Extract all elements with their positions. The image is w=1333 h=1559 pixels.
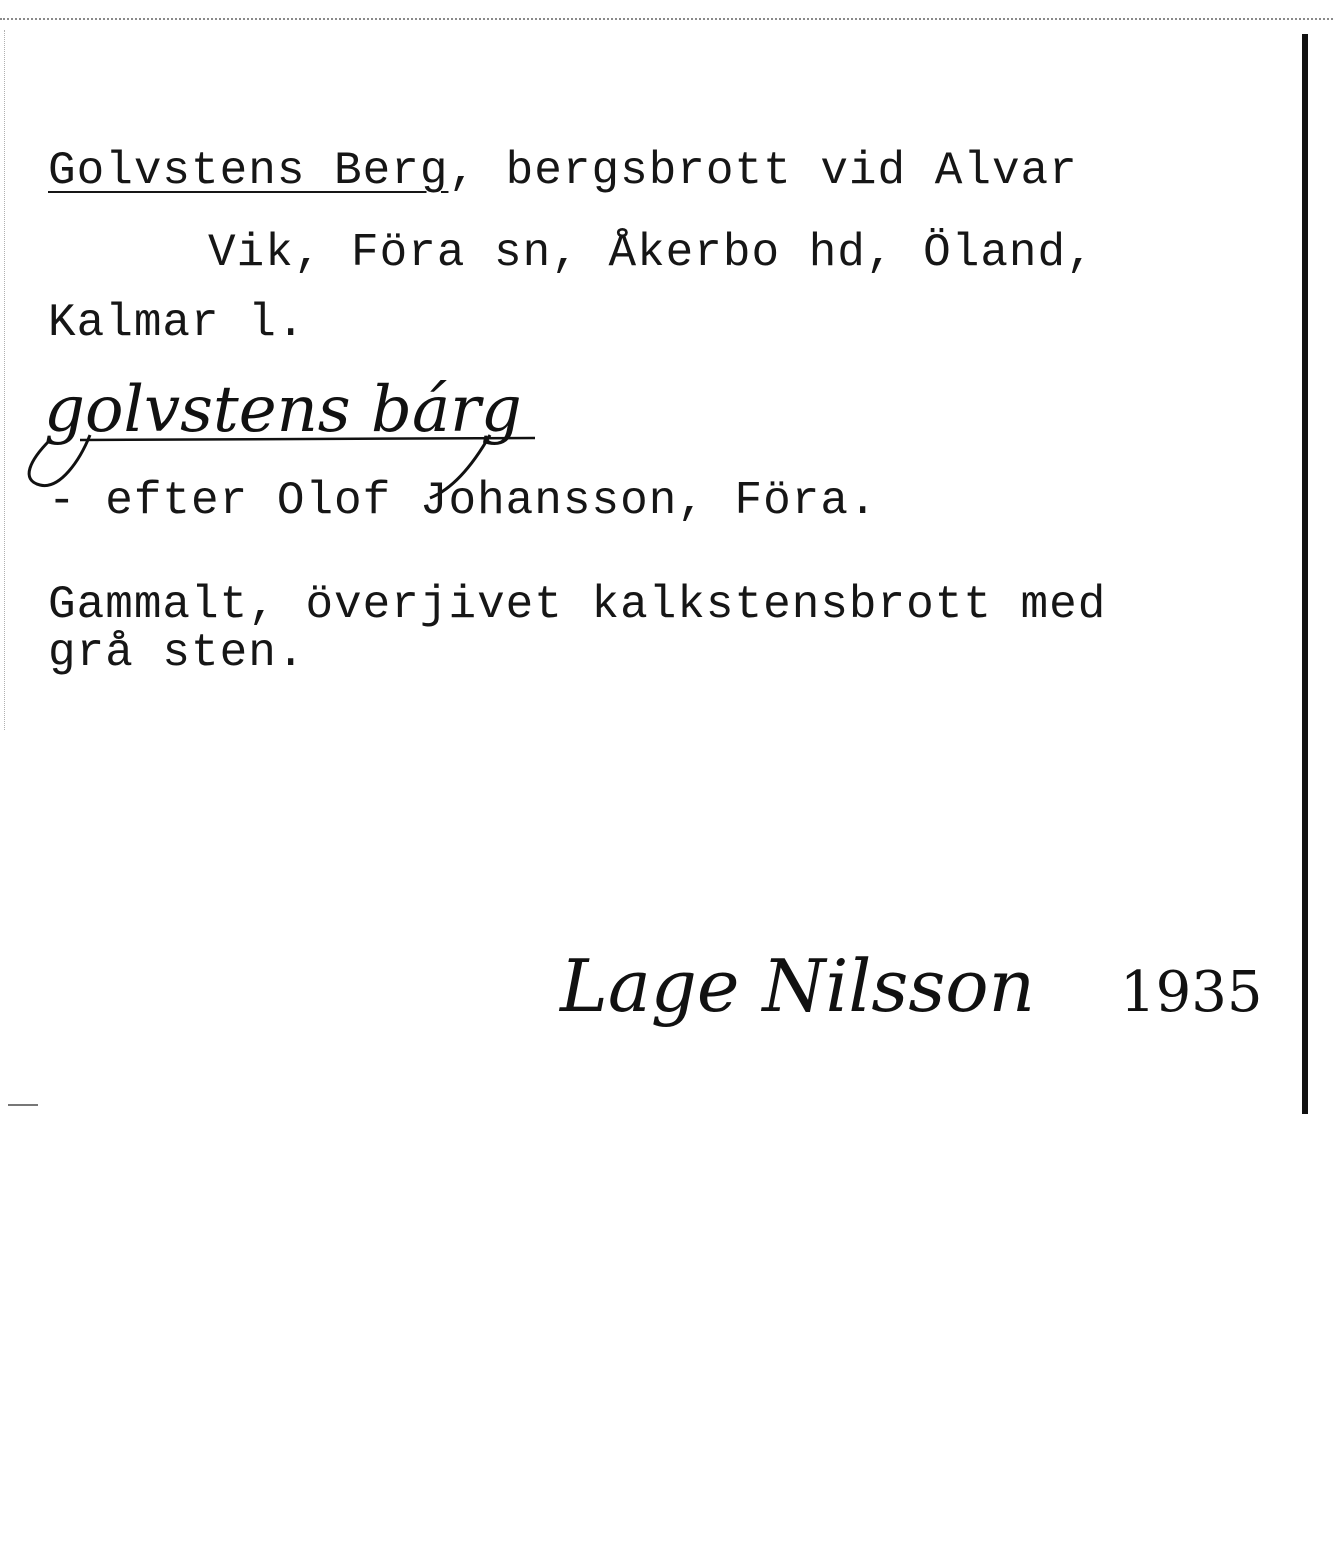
scan-mark (8, 1104, 38, 1106)
card-top-edge (0, 18, 1333, 20)
place-name: Golvstens Berg (48, 145, 449, 197)
collection-year: 1935 (1120, 960, 1263, 1025)
dialect-form-handwritten: golvstens bárg (44, 373, 522, 447)
county-line: Kalmar l. (48, 297, 306, 349)
location-line: Vik, Föra sn, Åkerbo hd, Öland, (208, 227, 1095, 279)
heading-description: , bergsbrott vid Alvar (448, 145, 1078, 197)
card-left-edge (4, 30, 5, 730)
source-line: - efter Olof Johansson, Föra. (48, 475, 878, 527)
note-line-2: grå sten. (48, 627, 306, 679)
note-line-1: Gammalt, överjivet kalkstensbrott med (48, 579, 1107, 631)
card-right-edge (1302, 34, 1308, 1114)
heading-line (48, 145, 1078, 197)
collector-signature: Lage Nilsson (560, 944, 1035, 1028)
